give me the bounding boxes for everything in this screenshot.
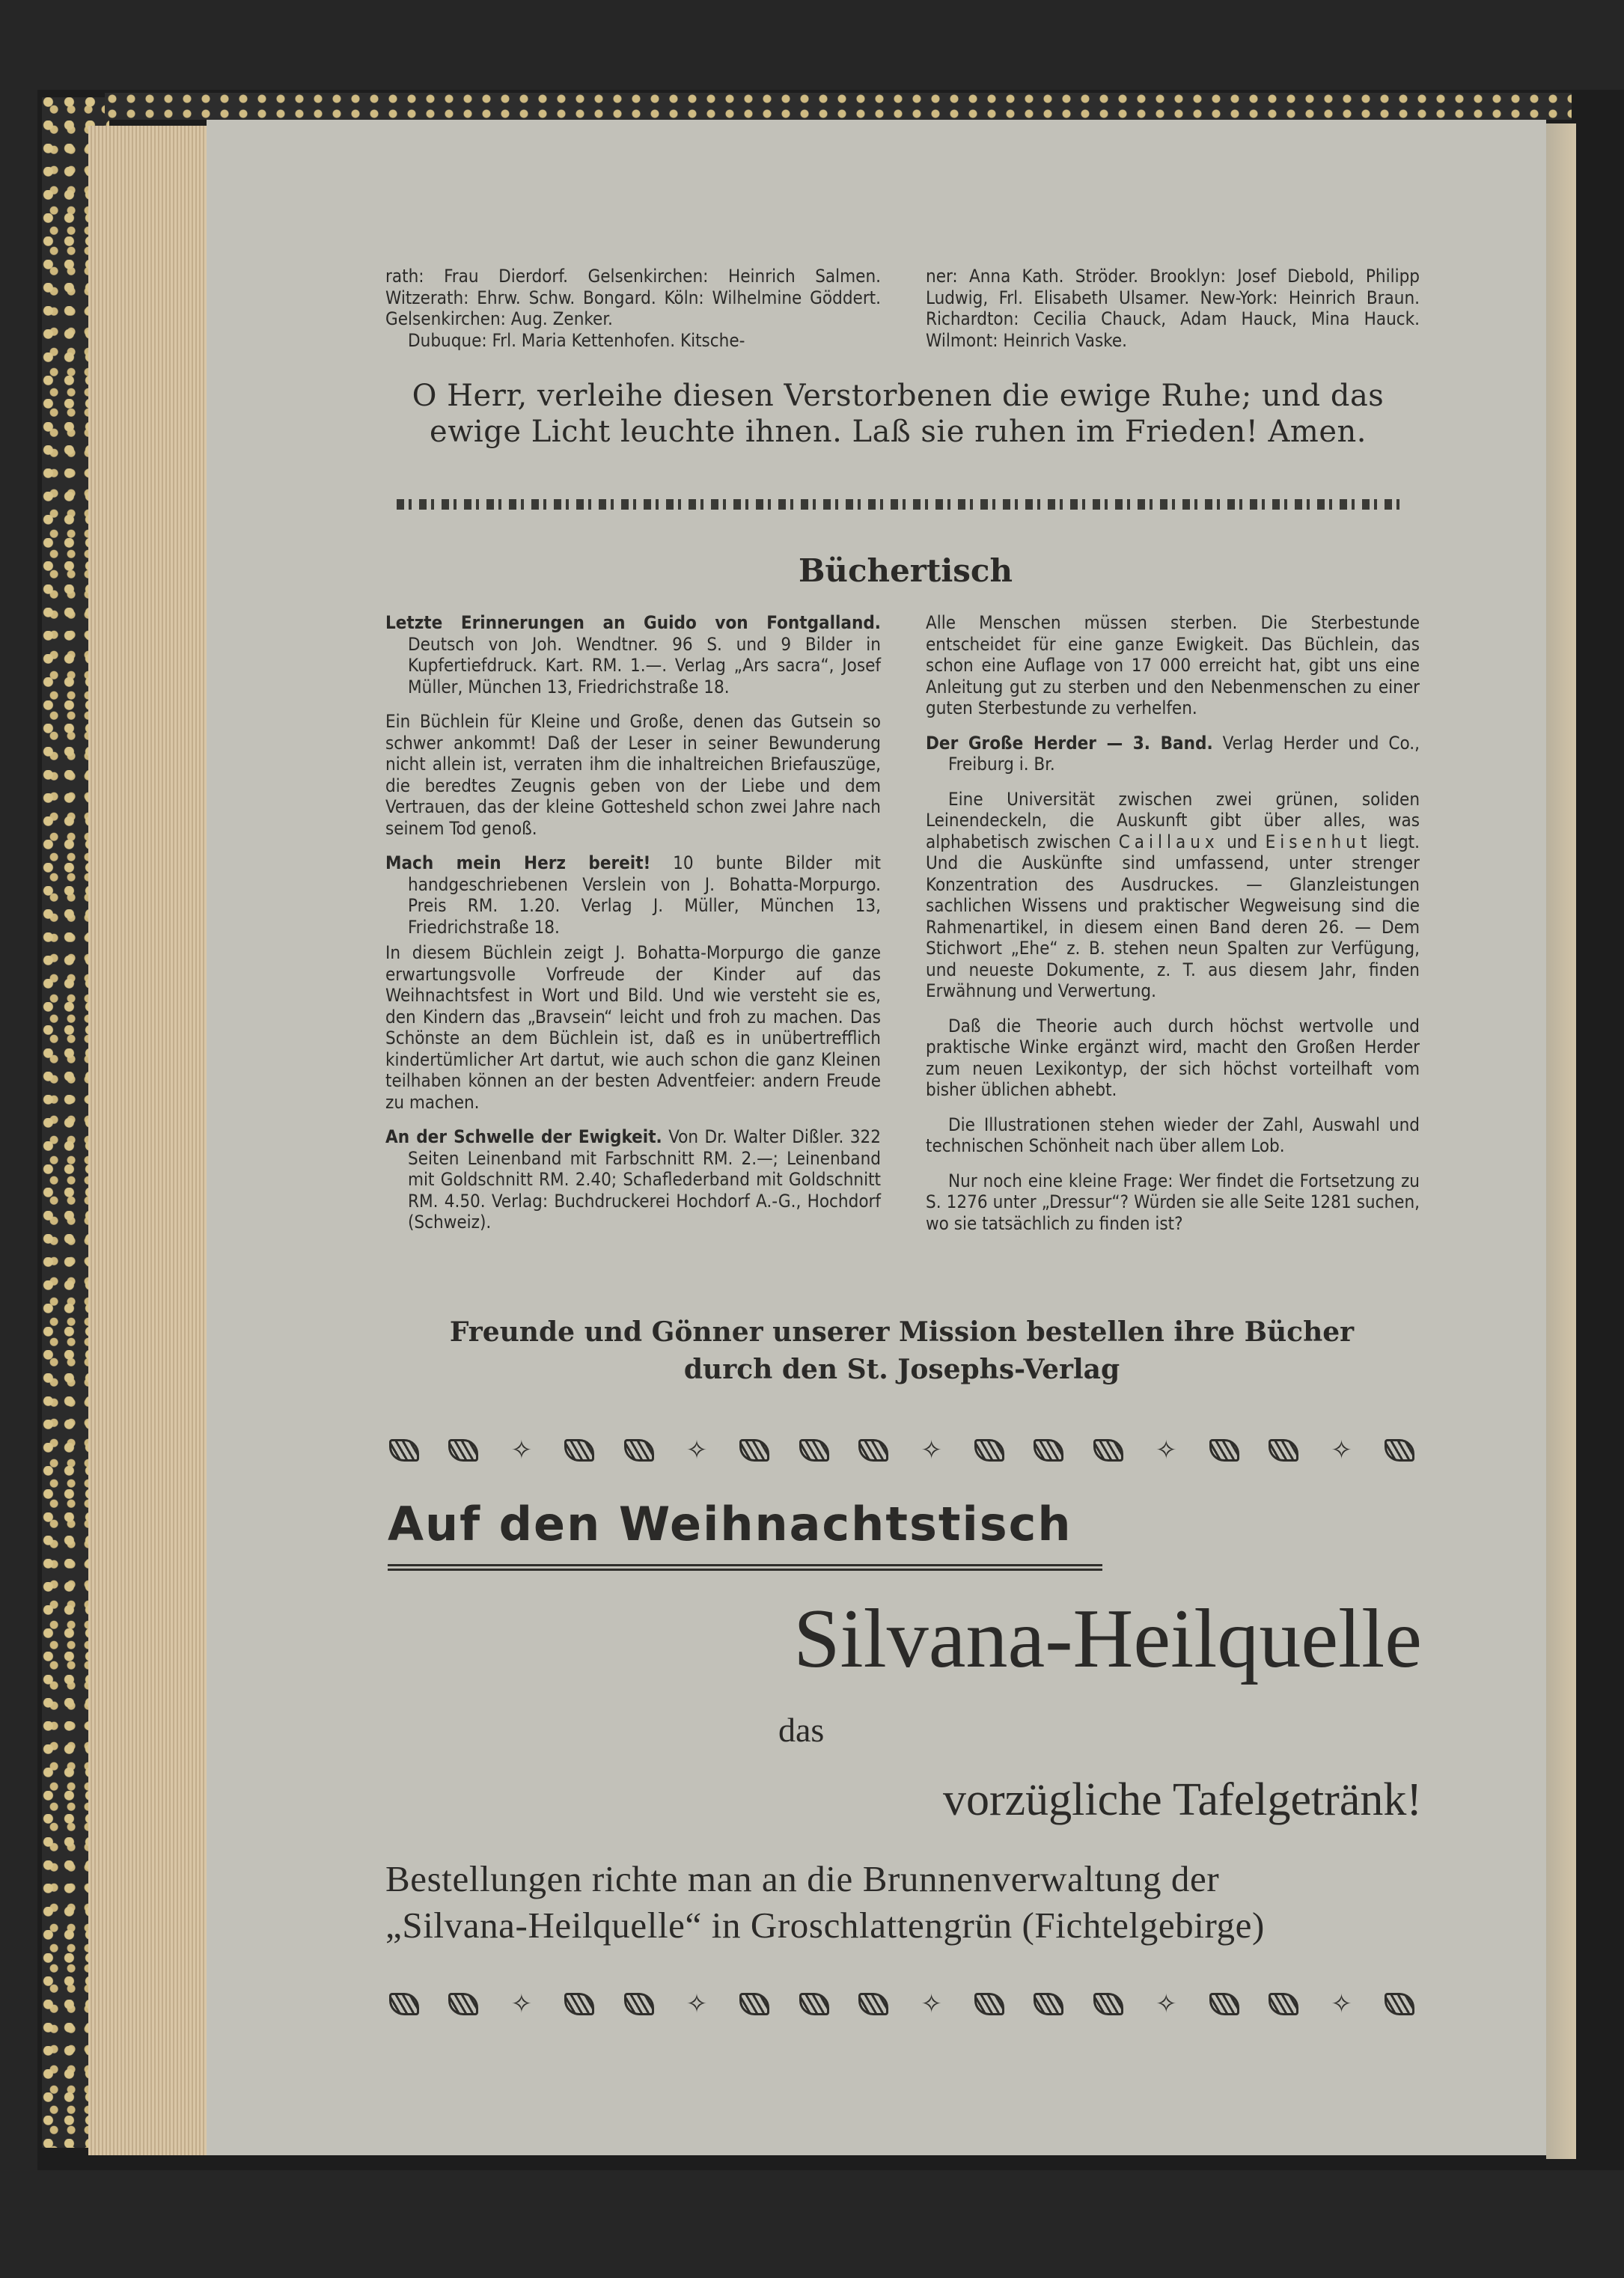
book-review: Daß die Theorie auch durch höchst wertvolle und praktische Winke ergänzt wird, macht den Großen Herder zum neuen Lexikontyp, der sich höchst vorteilhaft vom bisher üblichen abhebt. (926, 1015, 1420, 1100)
review-text: Eine Universität zwischen zwei grünen, soliden Leinendeckeln, die Auskunft gibt über alles, was alphabetisch zwischen (926, 788, 1420, 852)
ornament-border-bottom (389, 1987, 1414, 2021)
ad-heading: Auf den Weihnachtstisch (388, 1497, 1072, 1551)
next-page-edge (1546, 123, 1576, 2159)
book-entry-2 (385, 852, 881, 938)
star-ornament-icon: ✧ (921, 1435, 942, 1465)
book-review: Nur noch eine kleine Frage: Wer findet die Fortsetzung zu S. 1276 unter „Dressur“? Würden sie alle Seite 1281 suchen, wo sie tatsächlich zu finden ist? (926, 1170, 1420, 1234)
leaf-ornament-icon (1269, 1993, 1298, 2015)
star-ornament-icon: ✧ (686, 1435, 708, 1465)
page-edges (88, 126, 208, 2155)
book-meta: Deutsch von Joh. Wendtner. 96 S. und 9 Bilder in Kupfertiefdruck. Kart. RM. 1.—. Verlag „Ars sacra“, Josef Müller, München 13, Friedrichstraße 18. (408, 633, 881, 697)
leaf-ornament-icon (448, 1439, 478, 1462)
review-term: Caillaux (1118, 831, 1219, 852)
leaf-ornament-icon (799, 1439, 829, 1462)
order-note (389, 1313, 1414, 1388)
leaf-ornament-icon (739, 1993, 769, 2015)
leaf-ornament-icon (624, 1993, 654, 2015)
leaf-ornament-icon (799, 1993, 829, 2015)
prayer-text: O Herr, verleihe diesen Verstorbenen die ewige Ruhe; und das ewige Licht leuchte ihnen. Laß sie ruhen im Frieden! Amen. (412, 379, 1385, 449)
book-review (926, 789, 1420, 1002)
leaf-ornament-icon (389, 1439, 419, 1462)
star-ornament-icon: ✧ (1156, 1989, 1177, 2019)
book-entry-3 (385, 1126, 881, 1233)
ornamental-divider (397, 499, 1407, 510)
product-tagline-1: das (778, 1711, 825, 1749)
book-review: Die Illustrationen stehen wieder der Zahl, Auswahl und technischen Schönheit nach über allem Lob. (926, 1114, 1420, 1156)
book-meta: 10 bunte Bilder mit handgeschriebenen Verslein von J. Bohatta-Morpurgo. Preis RM. 1.20. Verlag J. Müller, München 13, Friedrichstraße 18. (408, 852, 882, 938)
leaf-ornament-icon (1034, 1993, 1063, 2015)
book-title: An der Schwelle der Ewigkeit. (385, 1126, 662, 1147)
book-entry-4 (926, 733, 1420, 775)
order-note-line2: durch den St. Josephs-Verlag (683, 1354, 1120, 1385)
obituary-right-text: ner: Anna Kath. Ströder. Brooklyn: Josef Diebold, Philipp Ludwig, Frl. Elisabeth Ulsamer. New-York: Heinrich Braun. Richardton: Cecilia Chauck, Adam Hauck, Mina Hauck. Wilmont: Heinrich Vaske. (926, 266, 1420, 351)
book-column-right (926, 612, 1420, 1248)
review-text: liegt. Und die Auskünfte sind umfassend, unter strenger Konzentration des Ausdruckes. — Glanzleistungen sachlichen Wissens und praktischer Wegweisung sind die Rahmenartikel, in diesem einen Band deren 26. — Dem Stichwort „Ehe“ z. B. stehen neun Spalten zur Verfügung, und neueste Dokumente, z. T. aus diesem Jahr, finden Erwähnung und Verwertung. (926, 831, 1420, 1001)
leaf-ornament-icon (564, 1993, 594, 2015)
obituary-left-text: rath: Frau Dierdorf. Gelsenkirchen: Heinrich Salmen. Witzerath: Ehrw. Schw. Bongard. Köln: Wilhelmine Göddert. Gelsenkirchen: Aug. Zenker. (385, 266, 881, 329)
book-title: Der Große Herder — 3. Band. (926, 732, 1213, 754)
obituary-right (926, 266, 1420, 364)
leaf-ornament-icon (858, 1993, 888, 2015)
leaf-ornament-icon (389, 1993, 419, 2015)
leaf-ornament-icon (974, 1993, 1004, 2015)
review-term: Eisenhut (1265, 831, 1372, 852)
marbled-board-top (105, 93, 1572, 120)
product-tagline-2: vorzügliche Tafelgetränk! (942, 1774, 1422, 1825)
book-meta: Von Dr. Walter Dißler. 322 Seiten Leinenband mit Farbschnitt RM. 2.—; Leinenband mit Goldschnitt RM. 2.40; Schaflederband mit Goldschnitt RM. 4.50. Verlag: Buchdruckerei Hochdorf A.-G., Hochdorf (Schweiz). (408, 1126, 882, 1233)
book-title: Letzte Erinnerungen an Guido von Fontgalland. (385, 612, 881, 633)
leaf-ornament-icon (1034, 1439, 1063, 1462)
book-title: Mach mein Herz bereit! (385, 852, 651, 873)
leaf-ornament-icon (974, 1439, 1004, 1462)
book-entry-1 (385, 612, 881, 697)
leaf-ornament-icon (1093, 1993, 1123, 2015)
order-address (385, 1856, 1426, 1949)
book-column-left (385, 612, 881, 1247)
leaf-ornament-icon (1209, 1439, 1239, 1462)
leaf-ornament-icon (1385, 1993, 1414, 2015)
leaf-ornament-icon (1209, 1993, 1239, 2015)
ad-heading-underline (388, 1564, 1102, 1571)
leaf-ornament-icon (1093, 1439, 1123, 1462)
star-ornament-icon: ✧ (1156, 1435, 1177, 1465)
leaf-ornament-icon (739, 1439, 769, 1462)
leaf-ornament-icon (624, 1439, 654, 1462)
order-address-line2: „Silvana-Heilquelle“ in Groschlattengrün (Fichtelgebirge) (385, 1905, 1265, 1946)
obituary-left-text-2: Dubuque: Frl. Maria Kettenhofen. Kitsche- (408, 329, 745, 351)
order-address-line1: Bestellungen richte man an die Brunnenverwaltung der (385, 1858, 1220, 1899)
leaf-ornament-icon (1385, 1439, 1414, 1462)
leaf-ornament-icon (564, 1439, 594, 1462)
book-review: Ein Büchlein für Kleine und Große, denen das Gutsein so schwer ankommt! Daß der Leser in seiner Bewunderung nicht allein ist, verraten ihm die inhaltreichen Briefauszüge, die beredtes Zeugnis geben von der Liebe und dem Vertrauen, das der kleine Gottesheld schon zwei Jahre nach seinem Tod genoß. (385, 711, 881, 839)
star-ornament-icon: ✧ (686, 1989, 708, 2019)
star-ornament-icon: ✧ (510, 1989, 533, 2019)
star-ornament-icon: ✧ (1331, 1989, 1352, 2019)
product-name: Silvana-Heilquelle (793, 1593, 1422, 1685)
ornament-border-top (389, 1433, 1414, 1468)
book-review: In diesem Büchlein zeigt J. Bohatta-Morpurgo die ganze erwartungsvolle Vorfreude der Kinder auf das Weihnachtsfest in Wort und Bild. Und wie versteht sie es, den Kindern das „Bravsein“ leicht und froh zu machen. Das Schönste an dem Büchlein ist, daß es in unübertrefflich kindertümlicher Art dartut, wie auch schon die ganz Kleinen teilhaben können an der besten Adventfeier: andern Freude zu machen. (385, 942, 881, 1113)
section-heading: Büchertisch (798, 552, 1013, 589)
obituary-left (385, 266, 881, 364)
review-text: und (1227, 831, 1258, 852)
order-note-line1: Freunde und Gönner unserer Mission bestellen ihre Bücher (449, 1316, 1355, 1348)
star-ornament-icon: ✧ (510, 1435, 533, 1465)
book-review: Alle Menschen müssen sterben. Die Sterbestunde entscheidet für eine ganze Ewigkeit. Das Büchlein, das schon eine Auflage von 17 000 erreicht hat, gibt uns eine Anleitung gut zu sterben und den Nebenmenschen zu einer guten Sterbestunde zu verhelfen. (926, 612, 1420, 718)
leaf-ornament-icon (1269, 1439, 1298, 1462)
star-ornament-icon: ✧ (1331, 1435, 1352, 1465)
book-meta: Verlag Herder und Co., Freiburg i. Br. (948, 732, 1420, 775)
star-ornament-icon: ✧ (921, 1989, 942, 2019)
leaf-ornament-icon (858, 1439, 888, 1462)
leaf-ornament-icon (448, 1993, 478, 2015)
